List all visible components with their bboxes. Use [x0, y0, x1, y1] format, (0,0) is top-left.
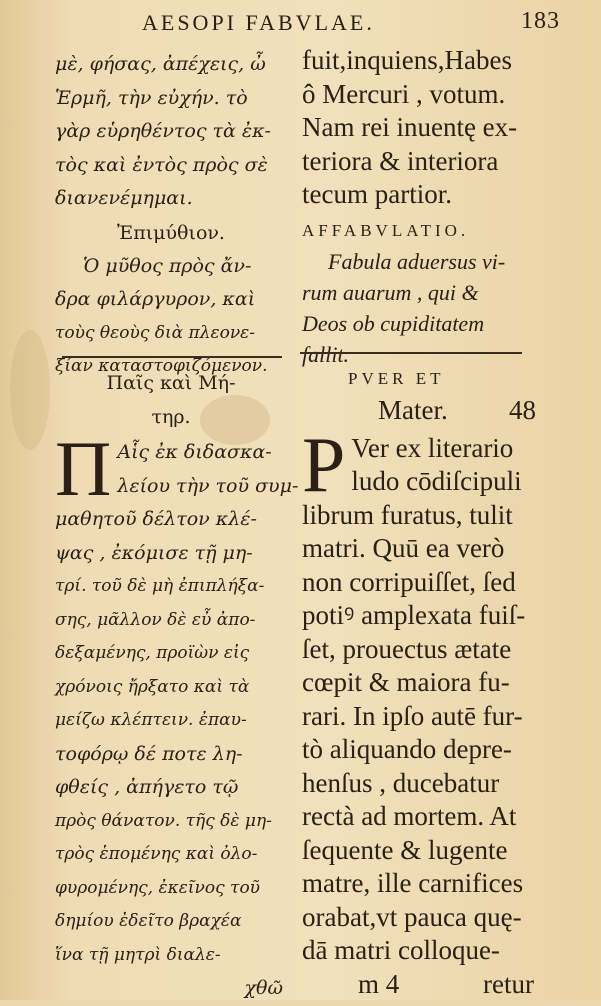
latin-line: matre, ille carnifices: [302, 868, 524, 898]
latin-moral-line: Deos ob cupiditatem: [302, 310, 485, 336]
latin-line: rari. In ipſo autē fur-: [302, 700, 523, 731]
latin-line: non corripuiſſet, ſed: [302, 566, 516, 597]
latin-line: cœpit & maiora fu-: [302, 667, 510, 697]
greek-line: λείου τὴν τοῦ συμ-: [117, 474, 299, 497]
page-footer-row: [302, 968, 542, 1002]
latin-line: fuit,inquiens,Habes: [302, 45, 512, 75]
latin-line: potiꝰ amplexata fuiſ-: [302, 600, 526, 630]
paper-stain: [10, 330, 50, 450]
latin-line: ludo cōdiſcipuli: [351, 466, 522, 496]
greek-fable-title: τηρ.: [151, 406, 191, 428]
greek-line: Αἷς ἐκ διδασκα-: [117, 441, 272, 463]
signature-mark: m 4: [358, 968, 400, 999]
latin-line: Nam rei inuentę ex-: [302, 112, 518, 142]
greek-line: σης, μᾶλλον δὲ εὖ ἀπο-: [55, 609, 256, 630]
section-rule: [300, 352, 522, 354]
latin-catchword: retur: [483, 968, 534, 999]
greek-line: Ἑρμῆ, τὴν εὐχήν. τὸ: [55, 86, 248, 109]
greek-line: μὲ, φήσας, ἀπέχεις, ὦ: [55, 53, 266, 75]
latin-moral-line: rum auarum , qui &: [302, 279, 479, 305]
running-header: [90, 8, 570, 38]
latin-fable-title: PVER ET: [348, 369, 445, 388]
latin-line: teriora & interiora: [302, 145, 499, 176]
latin-line: matri. Quū ea verò: [302, 533, 505, 563]
greek-moral-line: τοὺς θεοὺς διὰ πλεονε-: [55, 322, 256, 343]
greek-moral-line: Ὁ μῦθος πρὸς ἄν-: [83, 254, 252, 277]
greek-line: δεξαμένης, προϊὼν εἰς: [55, 643, 250, 663]
latin-fable-title: Mater.: [378, 395, 448, 425]
greek-drop-capital: Π: [55, 425, 112, 512]
greek-moral-line: ξίαν καταστοφιζόμενον.: [55, 356, 268, 376]
greek-line: τοφόρῳ δέ ποτε λη-: [55, 742, 243, 765]
greek-line: ἵνα τῇ μητρὶ διαλε-: [55, 944, 221, 965]
latin-column-bottom: [302, 364, 542, 1001]
greek-line: μαθητοῦ δέλτον κλέ-: [55, 508, 257, 530]
latin-line: tò aliquando depre-: [302, 734, 512, 764]
greek-catchword: χθῶ: [244, 977, 283, 999]
greek-line: χρόνοις ἤρξατο καὶ τὰ: [55, 676, 250, 697]
greek-column-top: [55, 48, 287, 384]
latin-line: tecum partior.: [302, 179, 452, 209]
page-number: 183: [521, 8, 560, 34]
latin-moral-line: Fabula aduersus vi-: [328, 248, 506, 274]
greek-column-bottom: [55, 366, 299, 1006]
latin-line: henſus , ducebatur: [302, 767, 500, 798]
greek-line: γὰρ εὑρηθέντος τὰ ἐκ-: [55, 120, 271, 142]
latin-drop-capital: P: [302, 420, 346, 508]
latin-column-top: [302, 44, 542, 370]
greek-line: φθείς , ἀπήγετο τῷ: [55, 776, 239, 798]
greek-fable-title: Παῖς καὶ Μή-: [106, 372, 236, 394]
greek-moral-heading: Ἐπιμύθιον.: [117, 221, 225, 244]
latin-line: ſequente & lugente: [302, 834, 508, 865]
greek-line: πρὸς θάνατον. τῆς δὲ μη-: [55, 810, 272, 831]
greek-line: φυρομένης, ἐκεῖνος τοῦ: [55, 877, 261, 898]
greek-line: δημίου ἐδεῖτο βραχέα: [55, 911, 242, 931]
latin-line: rectà ad mortem. At: [302, 801, 517, 831]
running-title: AESOPI FABVLAE.: [142, 10, 375, 35]
greek-line: τὸς καὶ ἐντὸς πρὸς σὲ: [55, 153, 268, 176]
latin-moral-line: fallit.: [302, 341, 350, 367]
latin-line: Ver ex literario: [351, 432, 514, 463]
latin-line: librum furatus, tulit: [302, 499, 513, 530]
fable-number: 48: [509, 395, 536, 425]
latin-line: dā matri colloque-: [302, 935, 500, 965]
latin-moral-heading: AFFABVLATIO.: [302, 220, 470, 240]
greek-line: μείζω κλέπτειν. ἐπαυ-: [55, 710, 247, 730]
latin-line: ſet, prouectus ætate: [302, 633, 512, 664]
greek-line: τρί. τοῦ δὲ μὴ ἐπιπλήξα-: [55, 576, 265, 596]
greek-line: διανενέμημαι.: [55, 187, 193, 209]
latin-line: orabat,vt pauca quę-: [302, 901, 522, 932]
latin-line: ô Mercuri , votum.: [302, 78, 506, 109]
section-rule: [62, 356, 282, 358]
greek-line: ψας , ἐκόμισε τῇ μη-: [55, 541, 253, 564]
greek-moral-line: δρα φιλάργυρον, καὶ: [55, 288, 256, 310]
greek-line: τρὸς ἑπομένης καὶ ὀλο-: [55, 844, 258, 864]
